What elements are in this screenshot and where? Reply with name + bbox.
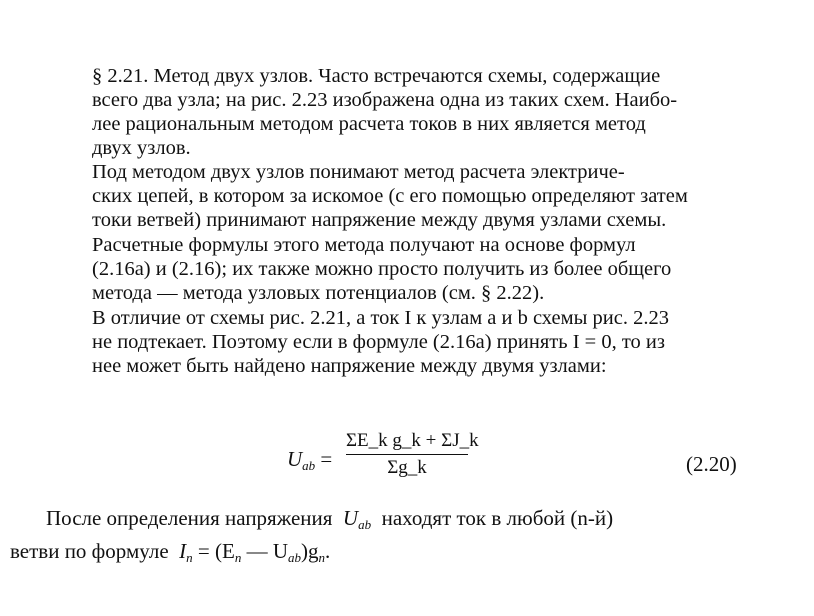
paragraph-2-line-1: Под методом двух узлов понимают метод расчета электриче- xyxy=(92,161,625,183)
formula-fraction xyxy=(346,430,479,479)
formula-denominator: Σg_k xyxy=(387,457,427,478)
after-formula-text xyxy=(10,505,800,571)
paragraph-4-line-2: не подтекает. Поэтому если в формуле (2.16а) принять I = 0, то из xyxy=(92,331,665,353)
paragraph-3-line-2: (2.16а) и (2.16); их также можно просто получить из более общего xyxy=(92,258,672,280)
formula-number: (2.20) xyxy=(686,452,737,476)
paragraph-1-line-2: всего два узла; на рис. 2.23 изображена одна из таких схем. Наибо- xyxy=(92,89,678,111)
paragraph-2-line-2: ских цепей, в котором за искомое (с его помощью определяют затем xyxy=(92,185,688,207)
formula-lhs: $U_{ab}$ = xyxy=(287,447,333,473)
paragraph-2 xyxy=(92,160,792,232)
formula-numerator: ΣE_k g_k + ΣJ_k xyxy=(346,430,468,455)
after-line-2: ветви по формуле $I_n = (E_n$ — $U_{ab})g_n$. xyxy=(10,539,331,565)
after-line-1: После определения напряжения $U_{ab}$ находят ток в любой (n-й) xyxy=(46,506,614,532)
paragraph-1 xyxy=(92,64,792,160)
paragraph-3 xyxy=(92,233,792,305)
paragraph-2-line-3: токи ветвей) принимают напряжение между двумя узлами схемы. xyxy=(92,209,667,231)
paragraph-1-line-3: лее рациональным методом расчета токов в них является метод xyxy=(92,113,646,135)
paragraph-4-line-1: В отличие от схемы рис. 2.21, а ток I к узлам а и b схемы рис. 2.23 xyxy=(92,307,669,329)
paragraph-4 xyxy=(92,306,792,378)
paragraph-3-line-1: Расчетные формулы этого метода получают на основе формул xyxy=(92,234,636,256)
paragraph-1-line-4: двух узлов. xyxy=(92,137,191,159)
paragraph-1-line-1: § 2.21. Метод двух узлов. Часто встречаются схемы, содержащие xyxy=(92,65,661,87)
paragraph-3-line-3: метода — метода узловых потенциалов (см. § 2.22). xyxy=(92,282,545,304)
formula-2-20 xyxy=(0,430,814,490)
paragraph-4-line-3: нее может быть найдено напряжение между двумя узлами: xyxy=(92,355,607,377)
